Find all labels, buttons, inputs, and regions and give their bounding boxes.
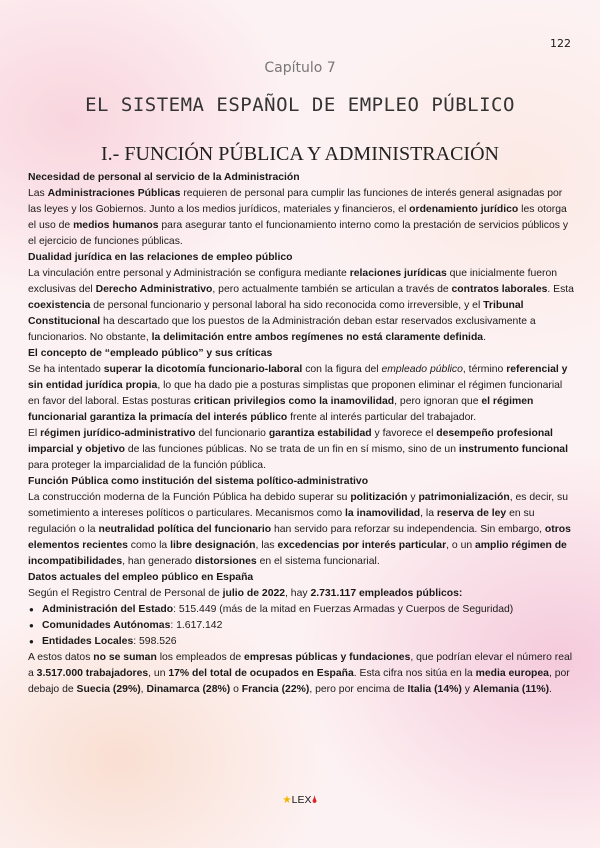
- text-run: para asegurar tanto el funcionamiento interno como la prestación de servicios públicos y el ejercicio de funciones públicas.: [28, 220, 569, 247]
- bold-run: julio de 2022: [222, 588, 286, 599]
- text-run: en su regulación o la: [28, 508, 535, 535]
- text-run: .: [549, 684, 552, 695]
- text-run: . Esta: [547, 284, 574, 295]
- section-paragraph: [28, 362, 576, 426]
- section-paragraph: [28, 426, 576, 474]
- section-heading: Datos actuales del empleo público en España: [28, 572, 254, 583]
- closing-paragraph: [28, 650, 576, 698]
- text-run: La construcción moderna de la Función Pública ha debido superar su: [28, 492, 351, 503]
- text-run: , han generado: [122, 556, 195, 567]
- stat-value: : 1.617.142: [170, 620, 223, 631]
- bold-run: amplio régimen de incompatibilidades: [28, 540, 567, 567]
- bold-run: neutralidad política del funcionario: [98, 524, 272, 535]
- text-run: los empleados de: [156, 652, 245, 663]
- stat-value: : 515.449 (más de la mitad en Fuerzas Armadas y Cuerpos de Seguridad): [173, 604, 514, 615]
- bold-run: garantiza estabilidad: [268, 428, 372, 439]
- bold-run: 3.517.000 trabajadores: [36, 668, 149, 679]
- text-run: Las: [28, 188, 48, 199]
- sections: [28, 170, 576, 602]
- text-run: El: [28, 428, 41, 439]
- text-run: . Esta cifra nos sitúa en la: [353, 668, 476, 679]
- text-run: o: [230, 684, 242, 695]
- bold-run: contratos laborales: [451, 284, 548, 295]
- italic-run: empleado público: [381, 364, 463, 375]
- text-run: de las funciones públicas. No se trata de un fin en sí mismo, sino de un: [125, 444, 459, 455]
- text-run: , pero ignoran que: [394, 396, 482, 407]
- text-run: que inicialmente fueron exclusivas del: [28, 268, 558, 295]
- bold-run: reserva de ley: [436, 508, 507, 519]
- text-run: , por debajo de: [28, 668, 570, 695]
- drop-icon: 🌢: [311, 794, 318, 806]
- text-run: , hay: [285, 588, 311, 599]
- bold-run: Derecho Administrativo: [95, 284, 213, 295]
- bold-run: Italia (14%): [407, 684, 462, 695]
- text-run: , término: [462, 364, 507, 375]
- section-heading: Necesidad de personal al servicio de la Administración: [28, 172, 300, 183]
- section-heading: El concepto de “empleado público” y sus críticas: [28, 348, 273, 359]
- footer: [0, 794, 600, 807]
- text-run: Según el Registro Central de Personal de: [28, 588, 223, 599]
- section-title: I.- FUNCIÓN PÚBLICA Y ADMINISTRACIÓN: [101, 143, 499, 165]
- text-run: A estos datos: [28, 652, 94, 663]
- stat-value: : 598.526: [133, 636, 177, 647]
- bold-run: 2.731.117 empleados públicos:: [310, 588, 463, 599]
- bold-run: medios humanos: [73, 220, 159, 231]
- text-run: y favorece el: [371, 428, 437, 439]
- text-run: , las: [255, 540, 278, 551]
- section-paragraph: [28, 266, 576, 346]
- bold-run: otros elementos recientes: [28, 524, 571, 551]
- text-run: como la: [127, 540, 171, 551]
- text-run: ,: [140, 684, 147, 695]
- text-run: con la figura del: [302, 364, 382, 375]
- text-run: , pero por encima de: [309, 684, 408, 695]
- bold-run: desempeño profesional imparcial y objetivo: [28, 428, 553, 455]
- text-run: Se ha intentado: [28, 364, 104, 375]
- star-icon: ★: [282, 794, 292, 806]
- brand-label: LEX: [291, 794, 312, 806]
- bold-run: Dinamarca (28%): [146, 684, 231, 695]
- bold-run: referencial y sin entidad jurídica propia: [28, 364, 568, 391]
- chapter-label: Capítulo 7: [264, 60, 336, 76]
- text-run: para proteger la imparcialidad de la función pública.: [28, 460, 266, 471]
- text-run: les otorga el uso de: [28, 204, 567, 231]
- text-run: , un: [148, 668, 169, 679]
- stat-item: [28, 634, 576, 650]
- text-run: de personal funcionario y personal laboral ha sido reconocida como irreversible, y el: [90, 300, 484, 311]
- bold-run: ordenamiento jurídico: [409, 204, 519, 215]
- text-run: , es decir, su sometimiento a intereses políticos o particulares. Mecanismos como: [28, 492, 569, 519]
- main-title: EL SISTEMA ESPAÑOL DE EMPLEO PÚBLICO: [85, 94, 515, 116]
- bold-run: politización: [350, 492, 408, 503]
- bold-run: superar la dicotomía funcionario-laboral: [103, 364, 303, 375]
- bold-run: régimen jurídico-administrativo: [40, 428, 196, 439]
- stats-list: [28, 602, 576, 650]
- text-run: , que podrían elevar el número real a: [28, 652, 573, 679]
- section-heading: Función Pública como institución del sistema político-administrativo: [28, 476, 369, 487]
- stat-label: Entidades Locales: [42, 636, 134, 647]
- content: [28, 170, 576, 698]
- bold-run: critican privilegios como la inamovilidad: [193, 396, 395, 407]
- text-run: requieren de personal para cumplir las funciones de interés general asignadas por las leyes y los Gobiernos. Junto a los medios jurídicos, materiales y financieros, el: [28, 188, 563, 215]
- stat-label: Administración del Estado: [42, 604, 174, 615]
- text-run: y: [461, 684, 473, 695]
- page-number: 122: [550, 37, 571, 50]
- bold-run: la inamovilidad: [345, 508, 421, 519]
- bold-run: instrumento funcional: [458, 444, 568, 455]
- text-run: , o un: [446, 540, 476, 551]
- bold-run: relaciones jurídicas: [349, 268, 447, 279]
- section-paragraph: [28, 186, 576, 250]
- bold-run: la delimitación entre ambos regímenes no está claramente definida: [151, 332, 484, 343]
- bold-run: Administraciones Públicas: [47, 188, 181, 199]
- bold-run: Francia (22%): [241, 684, 310, 695]
- text-run: La vinculación entre personal y Administración se configura mediante: [28, 268, 350, 279]
- bold-run: 17% del total de ocupados en España: [168, 668, 354, 679]
- bold-run: libre designación: [170, 540, 256, 551]
- stat-label: Comunidades Autónomas: [42, 620, 171, 631]
- text-run: , la: [420, 508, 437, 519]
- bold-run: Suecia (29%): [76, 684, 141, 695]
- bold-run: no se suman: [93, 652, 157, 663]
- bold-run: coexistencia: [28, 300, 91, 311]
- section-heading: Dualidad jurídica en las relaciones de empleo público: [28, 252, 293, 263]
- bold-run: media europea: [475, 668, 549, 679]
- text-run: del funcionario: [195, 428, 269, 439]
- bold-run: el régimen funcionarial garantiza la primacía del interés público: [28, 396, 534, 423]
- bold-run: excedencias por interés particular: [277, 540, 447, 551]
- text-run: ha descartado que los puestos de la Administración deban estar reservados exclusivamente a funcionarios. No obstante,: [28, 316, 536, 343]
- text-run: , lo que ha dado pie a posturas simplistas que proponen eliminar el régimen funcionarial en favor del laboral. Estas posturas: [28, 380, 563, 407]
- bold-run: patrimonialización: [418, 492, 510, 503]
- stat-item: [28, 602, 576, 618]
- bold-run: distorsiones: [194, 556, 257, 567]
- text-run: , pero actualmente también se articulan a través de: [212, 284, 452, 295]
- bold-run: Tribunal Constitucional: [28, 300, 524, 327]
- text-run: y: [407, 492, 419, 503]
- stat-item: [28, 618, 576, 634]
- bold-run: Alemania (11%): [472, 684, 550, 695]
- section-paragraph: [28, 586, 576, 602]
- bold-run: empresas públicas y fundaciones: [244, 652, 411, 663]
- text-run: .: [483, 332, 486, 343]
- text-run: han servido para reforzar su independencia. Sin embargo,: [271, 524, 545, 535]
- text-run: en el sistema funcionarial.: [256, 556, 380, 567]
- section-paragraph: [28, 490, 576, 570]
- text-run: frente al interés particular del trabajador.: [287, 412, 477, 423]
